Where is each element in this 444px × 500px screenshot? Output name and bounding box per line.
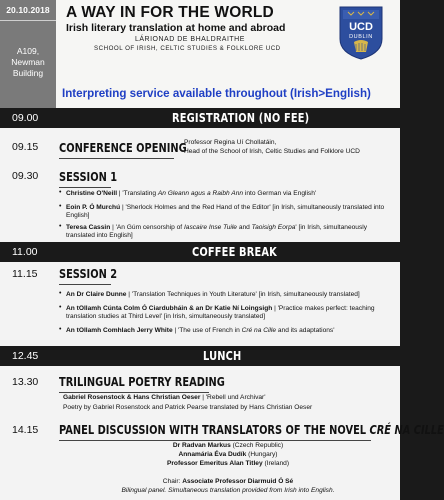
time-label: 13.30 [12, 376, 39, 388]
opening-speaker-role: Head of the School of Irish, Celtic Studies and Folklore UCD [184, 148, 360, 155]
heading-underline [59, 158, 174, 159]
session-2-item: An tOllamh Comhlach Jerry White | 'The use of French in Cré na Cille and its adaptations' [66, 327, 335, 334]
venue-line: A109, [16, 46, 40, 56]
poetry-readers: Gabriel Rosenstock & Hans Christian Oeser | 'Rebell und Archivar' [63, 394, 266, 401]
panelist: Annamária Éva Dudík (Hungary) [178, 451, 278, 458]
logo-text-ucd: UCD [349, 21, 373, 33]
panel-heading: PANEL DISCUSSION WITH TRANSLATORS OF THE NOVEL CRÉ NA CILLE [59, 423, 444, 437]
bullet: • [59, 290, 62, 297]
time-label: 09.15 [12, 141, 39, 153]
session-1-item: Christine O'Neill | 'Translating An Gleann agus a Raibh Ann into German via English' [66, 190, 317, 197]
bullet: • [59, 203, 62, 210]
bullet: • [59, 304, 62, 311]
schedule-row-opening [0, 128, 400, 166]
heading-underline [59, 284, 111, 285]
time-label: 09.30 [12, 170, 39, 182]
heading-underline [59, 187, 111, 188]
coffee-heading: COFFEE BREAK [192, 245, 277, 259]
lunch-heading: LUNCH [203, 349, 242, 363]
panel-note: Bilingual panel. Simultaneous translation provided from Irish into English. [121, 487, 335, 494]
session-2-item: An Dr Claire Dunne | 'Translation Techniques in Youth Literature' [in Irish, simultaneously translated] [66, 291, 360, 298]
time-label: 11.15 [12, 268, 38, 280]
session-2-heading: SESSION 2 [59, 267, 118, 281]
session-1-item: Teresa Cassin | 'An Gúm censorship of Iascaire Inse Tuile and Taoisigh Eorpa' [in Irish, simultaneously translated into English] [66, 224, 368, 239]
panelist: Professor Emeritus Alan Titley (Ireland) [166, 460, 290, 467]
time-label: 12.45 [12, 350, 39, 362]
poetry-description: Poetry by Gabriel Rosenstock and Patrick Pearse translated by Hans Christian Oeser [63, 404, 313, 411]
bullet: • [59, 326, 62, 333]
schedule-row-lunch [0, 346, 400, 366]
poetry-heading: TRILINGUAL POETRY READING [59, 375, 225, 389]
panelist: Dr Radvan Markus (Czech Republic) [172, 442, 284, 449]
session-1-item: Eoin P. Ó Murchú | 'Sherlock Holmes and the Red Hand of the Editor' [in Irish, simultaneously translated into English] [66, 204, 385, 219]
venue [0, 46, 56, 79]
event-subtitle: Irish literary translation at home and abroad [66, 22, 286, 34]
session-1-heading: SESSION 1 [59, 170, 118, 184]
event-date: 20.10.2018 [6, 5, 50, 15]
schedule-row-poetry [0, 366, 400, 414]
divider [0, 20, 56, 21]
session-2-item: An tOllamh Cúnta Colm Ó Ciardubháin & an Dr Katie Ní Loingsigh | 'Practice makes perfect: teaching translation studies at Third Level' [in Irish, simultaneously translated] [66, 305, 375, 320]
venue-line: Newman [11, 57, 45, 67]
panel-chair: Chair: Associate Professor Diarmuid Ó Sé [162, 478, 294, 485]
time-label: 14.15 [12, 424, 39, 436]
registration-heading: REGISTRATION (NO FEE) [172, 111, 310, 125]
heading-underline [59, 392, 209, 393]
schedule-row-session-2 [0, 262, 400, 346]
bullet: • [59, 223, 62, 230]
venue-line: Building [12, 68, 44, 78]
interpreting-banner [56, 82, 400, 108]
time-label: 11.00 [12, 246, 38, 258]
schedule-row-registration [0, 108, 400, 128]
opening-speaker: Professor Regina Uí Chollatáin, [184, 139, 277, 146]
opening-heading: CONFERENCE OPENING [59, 141, 187, 155]
heading-underline [59, 440, 371, 441]
schedule-row-coffee [0, 242, 400, 262]
schedule-row-session-1 [0, 166, 400, 242]
school-name: SCHOOL OF IRISH, CELTIC STUDIES & FOLKLORE UCD [94, 45, 281, 52]
event-title: A WAY IN FOR THE WORLD [66, 4, 274, 21]
schedule-row-panel [0, 414, 444, 500]
centre-name: LÁRIONAD DE BHALDRAITHE [135, 36, 245, 43]
logo-text-dublin: DUBLIN [349, 34, 373, 40]
date-venue-column [0, 0, 56, 108]
header [0, 0, 400, 82]
bullet: • [59, 189, 62, 196]
time-label: 09.00 [12, 112, 39, 124]
interpreting-text: Interpreting service available throughout (Irish>English) [62, 87, 371, 100]
ucd-crest-logo [338, 5, 384, 61]
